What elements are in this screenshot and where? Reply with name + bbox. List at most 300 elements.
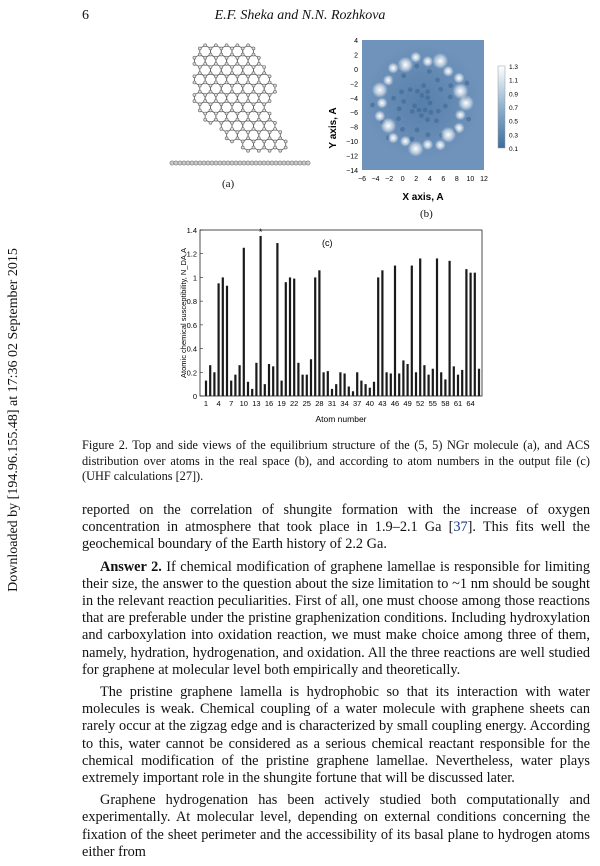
molecule-atom [252,53,255,56]
heatmap-y-tick-label: −2 [350,81,358,89]
molecule-atom [231,84,234,87]
molecule-atom [214,56,217,59]
molecule-atom [247,56,250,59]
molecule-ring [264,138,275,150]
colorbar-tick-label: 1.3 [509,64,519,71]
bar-chart-x-tick-label: 49 [403,399,412,408]
bar-atom-8 [234,375,236,396]
heatmap-x-tick-label: 4 [427,176,432,183]
bar-atom-3 [213,372,215,396]
heatmap-inner-spot [420,93,425,98]
molecule-atom [252,103,255,106]
molecule-side-atom [202,161,206,165]
heatmap-edge-spot [377,98,388,109]
heatmap-edge-spot [400,136,411,147]
molecule-atom [209,66,212,69]
page-number: 6 [82,8,89,23]
bar-atom-60 [453,366,455,396]
molecule-atom [193,100,196,103]
heatmap-y-tick-label: −4 [350,95,358,103]
bar-atom-43 [381,270,383,396]
molecule-side-atom [182,161,186,165]
bar-atom-2 [209,365,211,396]
heatmap-inner-spot [370,103,375,108]
bar-atom-31 [331,389,333,396]
molecule-ring [227,129,238,141]
heatmap-y-tick-label: −8 [350,124,358,132]
molecule-atom [268,100,271,103]
heatmap-inner-spot [401,99,406,104]
paragraph-1-text-a: reported on the correlation of shungite formation with the increase of oxygen concentration in atmosphere that took place in 1.9–2.1 Ga [ [82,502,590,536]
molecule-atom [209,109,212,112]
molecule-atom [279,131,282,134]
molecule-atom [220,66,223,69]
molecule-atom [214,118,217,121]
heatmap-inner-spot [397,106,402,111]
molecule-side-atom [262,161,266,165]
molecule-atom [247,75,250,78]
bar-atom-20 [285,282,287,396]
molecule-atom [247,62,250,65]
molecule-atom [247,112,250,115]
heatmap-inner-spot [429,110,434,115]
bar-atom-48 [402,360,404,396]
molecule-atom [225,118,228,121]
molecule-ring [253,138,264,150]
molecule-atom [198,84,201,87]
molecule-atom [209,53,212,56]
molecule-atom [225,56,228,59]
molecule-atom [220,103,223,106]
heatmap-edge-spot [443,66,454,77]
bar-chart-x-tick-label: 28 [315,399,324,408]
colorbar-tick-label: 0.5 [509,118,519,126]
heatmap-x-ticks [358,176,488,183]
heatmap-inner-spot [423,108,428,113]
heatmap-y-axis-label: Y axis, A [328,107,339,149]
molecule-atom [236,118,239,121]
molecule-side-atom [258,161,262,165]
molecule-atom [257,93,260,96]
heatmap-x-tick-label: 12 [480,176,488,183]
molecule-atom [252,121,255,124]
molecule-atom [268,93,271,96]
bar-chart-x-tick-label: 52 [416,399,425,408]
molecule-atom [220,121,223,124]
bar-atom-34 [344,373,346,396]
molecule-atom [231,140,234,143]
bar-chart-x-label: Atom number [315,414,367,424]
bar-atom-37 [356,372,358,396]
molecule-atom [274,140,277,143]
heatmap-inner-spot [426,132,431,137]
colorbar-tick-label: 0.3 [509,132,519,140]
molecule-atom [231,109,234,112]
bar-chart-y-tick-label: 1.2 [186,249,197,259]
heatmap-x-tick-label: −6 [358,176,366,183]
bar-atom-58 [444,379,446,396]
molecule-atom [257,149,260,152]
heatmap-inner-spot [425,117,430,122]
bar-atom-30 [327,371,329,396]
heatmap-inner-spot [421,83,426,88]
heatmap-edge-spot [455,109,466,120]
heatmap-inner-spot [428,101,433,106]
molecule-atom [204,81,207,84]
bar-atom-35 [348,387,350,396]
body-text [82,502,590,866]
molecule-atom [241,103,244,106]
bar-atom-62 [461,370,463,396]
molecule-side-atom [242,161,246,165]
molecule-atom [241,109,244,112]
bar-atom-12 [251,389,253,396]
heatmap-inner-spot [408,87,413,92]
molecule-atom [263,128,266,131]
molecule-side-atom [178,161,182,165]
bar-atom-41 [373,382,375,396]
molecule-atom [268,149,271,152]
heatmap-x-tick-label: 10 [466,176,475,183]
heatmap-inner-spot [438,87,443,92]
molecule-atom [247,137,250,140]
molecule-side-atom [238,161,242,165]
molecule-atom [263,84,266,87]
molecule-side-atom [218,161,222,165]
citation-link[interactable]: 37 [453,519,468,536]
molecule-atom [231,90,234,93]
bar-chart-x-tick-label: 61 [453,399,463,408]
molecule-atom [193,93,196,96]
molecule-atom [214,112,217,115]
bar-atom-61 [457,375,459,396]
bar-atom-49 [407,364,409,396]
bar-atom-64 [470,273,472,396]
molecule-atom [274,128,277,131]
bar-chart-x-tick-label: 34 [340,399,349,408]
bar-chart-bars [205,236,480,396]
molecule-atom [263,146,266,149]
bar-chart-y-tick-label: 0 [192,392,197,401]
molecule-side-atom [250,161,254,165]
molecule-side-atom [254,161,258,165]
molecule-atom [268,118,271,121]
heatmap-inner-spot [448,95,453,100]
molecule-atom [204,118,207,121]
heatmap-inner-spot [427,69,432,74]
molecule-atom [274,90,277,93]
molecule-side-atom [194,161,198,165]
heatmap-inner-spot [466,117,471,122]
download-note: Downloaded by [194.96.155.48] at 17:36 02 September 2015 [6,248,21,592]
bar-atom-36 [352,391,354,396]
molecule-ring [205,110,216,122]
molecule-atom [214,75,217,78]
heatmap-inner-spot [400,127,405,132]
bar-atom-32 [335,384,337,396]
bar-chart-y-tick-label: 0.8 [186,297,197,307]
molecule-atom [257,131,260,134]
bar-atom-23 [297,363,299,396]
molecule-atom [252,72,255,75]
heatmap-x-tick-label: 8 [454,176,459,183]
bar-chart-y-label: Atomic chemical susceptibility, N_DA,A [179,248,188,378]
molecule-atom [247,131,250,134]
molecule-side-atom [298,161,302,165]
molecule-atom [236,75,239,78]
molecule-side-atom [282,161,286,165]
molecule-atom [257,100,260,103]
heatmap-x-axis-label: X axis, A [402,192,444,203]
molecule-atom [241,90,244,93]
molecule-atom [257,137,260,140]
bar-atom-22 [293,279,295,396]
molecule-side-atom [306,161,310,165]
heatmap-edge-spot [422,139,433,150]
molecule-atom [257,112,260,115]
molecule-atom [247,44,250,47]
heatmap-spots [364,44,480,160]
colorbar-tick-label: 0.9 [509,91,519,99]
heatmap-y-tick-label: 4 [354,38,358,45]
molecule-ring [275,138,286,150]
heatmap-x-tick-label: 2 [414,176,419,183]
bar-chart-x-tick-label: 7 [229,399,234,408]
heatmap-edge-spot [388,63,399,74]
heatmap-inner-spot [396,116,401,121]
bar-chart-x-tick-label: 64 [466,399,475,408]
heatmap-edge-spot [374,111,385,122]
bar-atom-45 [390,373,392,396]
molecule-atom [231,121,234,124]
molecule-side-atom [190,161,194,165]
molecule-atom [220,47,223,50]
molecule-atom [236,93,239,96]
molecule-atom [231,66,234,69]
molecule-atom [231,53,234,56]
molecule-side-atom [294,161,298,165]
bar-atom-15 [264,384,266,396]
colorbar-ticks [509,64,518,153]
bar-chart-x-tick-label: 40 [365,399,374,408]
molecule-atom [247,81,250,84]
molecule-atom [231,128,234,131]
molecule-atom [214,100,217,103]
bar-chart-x-tick-label: 43 [378,399,387,408]
paragraph-3: The pristine graphene lamella is hydrophobic so that its interaction with water molecules is weak. Chemical coupling of a water molecule with graphene sheets can rarely occur at the zigzag edge and is characterized by small coupling energy. According to this, water cannot be considered as a serious chemical reactant responsible for the chemical modification of the pristine graphene lamellae. Nevertheless, water plays extremely important role in the shungite fortune that will be discussed later. [82,684,590,787]
heatmap-edge-spot [388,132,399,143]
molecule-atom [225,100,228,103]
molecule-atom [236,62,239,65]
bar-chart-y-tick-label: 1.4 [186,226,197,235]
heatmap-y-tick-label: 0 [354,66,358,74]
molecule-atom [241,121,244,124]
bar-atom-51 [415,372,417,396]
bar-atom-40 [369,388,371,396]
heatmap-edge-spot [383,75,394,86]
molecule-atom [236,81,239,84]
bar-chart-x-tick-label: 22 [290,399,299,408]
molecule-side-atom [278,161,282,165]
bar-atom-42 [377,277,379,396]
molecule-atom [225,75,228,78]
bar-chart-x-tick-label: 55 [428,399,437,408]
molecule-atom [284,146,287,149]
figure-b-label: (b) [420,208,433,220]
molecule-atom [257,118,260,121]
molecule-atom [198,90,201,93]
bar-atom-66 [478,369,480,396]
heatmap-inner-spot [419,113,424,118]
molecule-atom [274,146,277,149]
heatmap-inner-spot [399,89,404,94]
molecule-atom [198,72,201,75]
molecule-atom [252,140,255,143]
molecule-atom [204,100,207,103]
molecule-atom [214,93,217,96]
colorbar-tick-label: 0.1 [509,146,519,153]
heatmap-x-tick-label: −2 [385,176,394,183]
molecule-atom [241,128,244,131]
heatmap-inner-spot [415,89,420,94]
molecule-atom [257,81,260,84]
paragraph-2 [82,559,590,679]
bar-chart-x-tick-label: 19 [277,399,286,408]
bar-chart-y-tick-label: 0.6 [186,320,197,330]
molecule-atom [231,72,234,75]
molecule-atom [204,62,207,65]
heatmap-y-tick-label: −12 [346,153,358,161]
bar-atom-47 [398,373,400,396]
molecule-atom [209,47,212,50]
molecule-atom [204,56,207,59]
molecule-atom [209,90,212,93]
bar-chart-annotation: * [258,226,263,237]
molecule-atom [252,128,255,131]
molecule-side-atom [210,161,214,165]
bar-atom-46 [394,266,396,396]
bar-atom-21 [289,277,291,396]
bar-atom-19 [281,381,283,396]
molecule-side-atom [274,161,278,165]
molecule-atom [268,112,271,115]
bar-atom-24 [302,375,304,396]
figure-caption: Figure 2. Top and side views of the equilibrium structure of the (5, 5) NGr molecule (a), and ACS distribution over atoms in the real space (b), and according to atom numbers in the output file (c) (UHF calculations [27]). [82,438,590,483]
molecule-side-atom [174,161,178,165]
molecule-atom [268,75,271,78]
bar-atom-44 [386,372,388,396]
heatmap-y-tick-label: −10 [346,139,358,147]
bar-chart-y-tick-label: 0.4 [186,344,197,354]
molecule-atom [204,75,207,78]
colorbar [498,66,505,148]
molecule-atom [236,137,239,140]
molecule-atom [268,131,271,134]
molecule-atom [204,93,207,96]
heatmap-x-tick-label: 6 [441,176,446,183]
molecule-side-atom [214,161,218,165]
molecule-atom [220,109,223,112]
molecule-atom [236,112,239,115]
heatmap-inner-spot [434,118,439,123]
figure-a-label: (a) [222,178,235,190]
bar-atom-50 [411,266,413,396]
bar-atom-53 [423,365,425,396]
molecule-atom [268,137,271,140]
molecule-atom [263,103,266,106]
molecule-atom [225,112,228,115]
heatmap-inner-spot [465,81,470,86]
colorbar-tick-label: 1.1 [509,77,519,85]
heatmap-inner-spot [401,73,406,78]
molecule-side-atom [206,161,210,165]
bar-atom-28 [318,270,320,396]
molecule-side-atom [230,161,234,165]
heatmap-inner-spot [410,109,415,114]
molecule-atom [236,56,239,59]
molecule-atom [209,121,212,124]
molecule-atom [198,47,201,50]
molecule-top-view [193,44,287,152]
molecule-atom [220,84,223,87]
molecule-atom [236,100,239,103]
molecule-atom [274,121,277,124]
heatmap-inner-spot [443,104,448,109]
molecule-atom [225,81,228,84]
molecule-side-atom [302,161,306,165]
molecule-atom [252,146,255,149]
heatmap-inner-spot [435,78,440,83]
heatmap-inner-spot [448,83,453,88]
bar-chart-x-tick-label: 4 [216,399,221,408]
bar-chart-x-tick-label: 58 [441,399,450,408]
bar-atom-16 [268,364,270,396]
molecule-side-atom [234,161,238,165]
molecule-atom [214,81,217,84]
molecule-side-view [170,161,310,165]
molecule-ring [243,138,254,150]
heatmap-edge-spot [422,56,433,67]
molecule-atom [279,149,282,152]
bar-atom-55 [432,369,434,396]
molecule-atom [225,44,228,47]
molecule-side-atom [186,161,190,165]
molecule-atom [274,84,277,87]
molecule-atom [252,84,255,87]
molecule-atom [220,72,223,75]
bar-atom-7 [230,381,232,396]
bar-chart-x-tick-label: 1 [203,399,209,408]
molecule-atom [247,149,250,152]
molecule-atom [209,72,212,75]
figure-b-heatmap [322,30,552,220]
molecule-atom [225,137,228,140]
heatmap-inner-spot [391,96,396,101]
molecule-atom [247,118,250,121]
running-head: E.F. Sheka and N.N. Rozhkova [214,8,386,23]
molecule-atom [225,131,228,134]
heatmap-y-ticks [346,38,358,175]
bar-atom-13 [255,363,257,396]
heatmap-inner-spot [417,108,422,113]
heatmap-edge-spot [452,83,468,99]
molecule-atom [225,62,228,65]
bar-atom-33 [339,372,341,396]
molecule-side-atom [270,161,274,165]
molecule-atom [231,103,234,106]
answer-2-label: Answer 2. [100,558,162,575]
heatmap-x-tick-label: −4 [371,176,380,183]
